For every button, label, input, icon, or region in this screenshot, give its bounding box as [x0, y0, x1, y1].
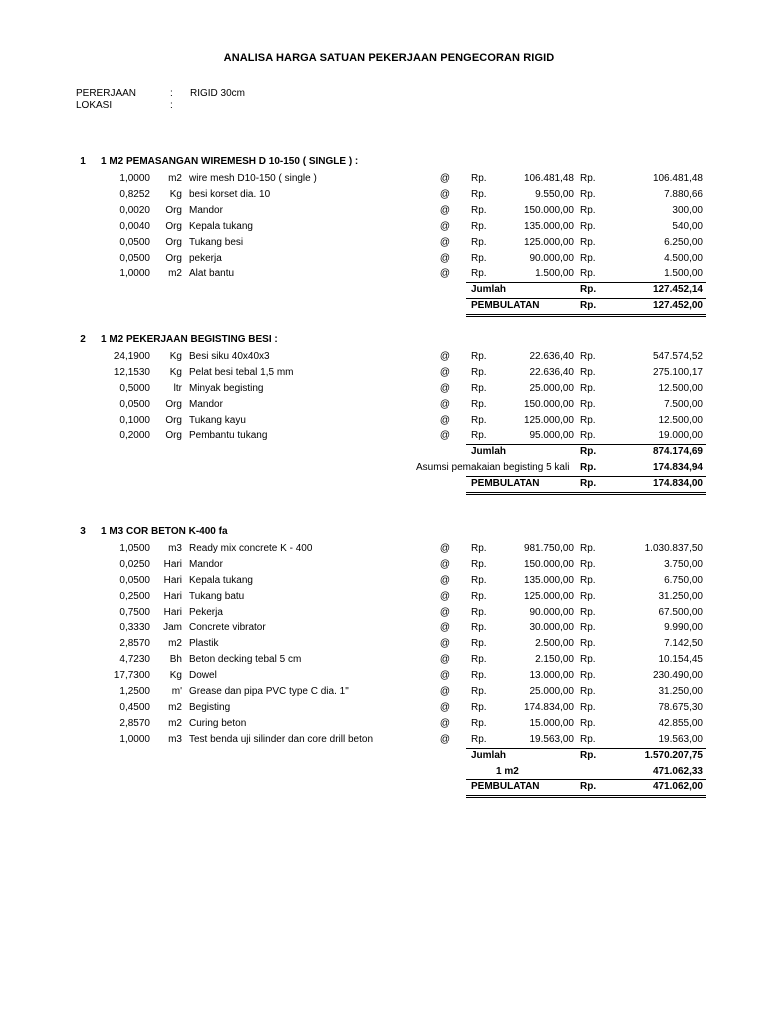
item-description: Beton decking tebal 5 cm — [189, 654, 302, 665]
item-description: Alat bantu — [189, 268, 235, 279]
item-at-sign: @ — [439, 173, 451, 184]
item-total: 12.500,00 — [658, 415, 703, 426]
item-total: 10.154,45 — [658, 654, 703, 665]
item-description: Grease dan pipa PVC type C dia. 1" — [189, 686, 349, 697]
item-at-sign: @ — [439, 654, 451, 665]
item-description: Curing beton — [189, 718, 247, 729]
item-rp-label: Rp. — [580, 383, 596, 394]
item-rp-label: Rp. — [580, 702, 596, 713]
item-rp-label: Rp. — [471, 367, 487, 378]
item-description: pekerja — [189, 253, 222, 264]
item-rp-label: Rp. — [580, 622, 596, 633]
pekerjaan-label: PERERJAAN — [76, 88, 137, 99]
item-coefficient: 0,4500 — [119, 702, 150, 713]
item-coefficient: 1,0000 — [119, 173, 150, 184]
item-rp-label: Rp. — [471, 591, 487, 602]
item-total: 67.500,00 — [658, 607, 703, 618]
item-unit: Org — [165, 253, 182, 264]
item-description: Plastik — [189, 638, 219, 649]
item-description: Pekerja — [189, 607, 223, 618]
item-coefficient: 0,0250 — [119, 559, 150, 570]
item-total: 6.250,00 — [664, 237, 703, 248]
item-total: 78.675,30 — [658, 702, 703, 713]
item-rp-label: Rp. — [471, 415, 487, 426]
item-total: 7.500,00 — [664, 399, 703, 410]
item-unit: Org — [165, 415, 182, 426]
item-coefficient: 1,0000 — [119, 268, 150, 279]
item-rp-label: Rp. — [580, 543, 596, 554]
item-coefficient: 0,3330 — [119, 622, 150, 633]
item-total: 106.481,48 — [652, 173, 703, 184]
item-rp-label: Rp. — [471, 399, 487, 410]
item-coefficient: 0,0500 — [119, 399, 150, 410]
summary-value: 174.834,94 — [652, 462, 703, 473]
item-unit: m2 — [168, 638, 182, 649]
item-rp-label: Rp. — [580, 205, 596, 216]
summary-divider — [466, 476, 706, 477]
item-unit: Jam — [163, 622, 182, 633]
item-unit-price: 90.000,00 — [529, 253, 574, 264]
item-total: 42.855,00 — [658, 718, 703, 729]
item-rp-label: Rp. — [580, 591, 596, 602]
item-total: 3.750,00 — [664, 559, 703, 570]
item-at-sign: @ — [439, 638, 451, 649]
item-unit-price: 125.000,00 — [523, 237, 574, 248]
item-rp-label: Rp. — [471, 686, 487, 697]
item-unit: ltr — [173, 383, 182, 394]
item-at-sign: @ — [439, 367, 451, 378]
item-unit-price: 150.000,00 — [523, 205, 574, 216]
summary-rp-label: Rp. — [580, 446, 597, 457]
section-number: 3 — [80, 526, 86, 537]
summary-label: 1 m2 — [496, 766, 519, 777]
summary-divider — [466, 298, 706, 299]
item-coefficient: 0,2000 — [119, 430, 150, 441]
item-description: Tukang besi — [189, 237, 244, 248]
item-unit-price: 13.000,00 — [529, 670, 574, 681]
item-unit-price: 2.500,00 — [535, 638, 574, 649]
pekerjaan-colon: : — [170, 88, 173, 99]
summary-rp-label: Rp. — [580, 478, 597, 489]
item-unit-price: 9.550,00 — [535, 189, 574, 200]
item-coefficient: 0,7500 — [119, 607, 150, 618]
item-coefficient: 0,0040 — [119, 221, 150, 232]
item-unit: Org — [165, 221, 182, 232]
item-unit-price: 90.000,00 — [529, 607, 574, 618]
item-unit-price: 135.000,00 — [523, 575, 574, 586]
summary-rp-label: Rp. — [580, 462, 597, 473]
summary-label: Jumlah — [471, 284, 507, 295]
item-rp-label: Rp. — [471, 654, 487, 665]
item-unit: Kg — [169, 367, 182, 378]
section-heading: 1 M2 PEMASANGAN WIREMESH D 10-150 ( SINGLE ) : — [101, 156, 359, 167]
item-rp-label: Rp. — [471, 607, 487, 618]
item-rp-label: Rp. — [580, 351, 596, 362]
item-rp-label: Rp. — [471, 575, 487, 586]
item-unit-price: 1.500,00 — [535, 268, 574, 279]
item-unit-price: 135.000,00 — [523, 221, 574, 232]
item-at-sign: @ — [439, 622, 451, 633]
summary-label: Asumsi pemakaian begisting 5 kali — [416, 462, 570, 473]
summary-rp-label: Rp. — [580, 284, 597, 295]
item-total: 6.750,00 — [664, 575, 703, 586]
item-total: 7.880,66 — [664, 189, 703, 200]
item-unit: Hari — [163, 575, 182, 586]
item-coefficient: 24,1900 — [113, 351, 150, 362]
summary-label: Jumlah — [471, 446, 507, 457]
item-total: 1.030.837,50 — [644, 543, 703, 554]
item-description: Pelat besi tebal 1,5 mm — [189, 367, 294, 378]
item-total: 547.574,52 — [652, 351, 703, 362]
item-at-sign: @ — [439, 383, 451, 394]
item-rp-label: Rp. — [471, 430, 487, 441]
pekerjaan-value: RIGID 30cm — [190, 88, 246, 99]
item-description: Begisting — [189, 702, 231, 713]
item-at-sign: @ — [439, 399, 451, 410]
item-at-sign: @ — [439, 575, 451, 586]
item-total: 275.100,17 — [652, 367, 703, 378]
item-unit-price: 25.000,00 — [529, 383, 574, 394]
section-divider — [466, 748, 706, 749]
item-description: wire mesh D10-150 ( single ) — [189, 173, 317, 184]
item-rp-label: Rp. — [471, 383, 487, 394]
double-underline-top — [466, 492, 706, 493]
item-unit: Kg — [169, 670, 182, 681]
double-underline-bottom — [466, 797, 706, 798]
item-unit: Org — [165, 430, 182, 441]
item-unit: Kg — [169, 189, 182, 200]
item-rp-label: Rp. — [471, 638, 487, 649]
item-total: 300,00 — [672, 205, 703, 216]
summary-value: 471.062,33 — [652, 766, 703, 777]
item-coefficient: 0,8252 — [119, 189, 150, 200]
item-description: Mandor — [189, 559, 223, 570]
item-at-sign: @ — [439, 670, 451, 681]
item-rp-label: Rp. — [471, 173, 487, 184]
item-rp-label: Rp. — [580, 718, 596, 729]
item-unit-price: 125.000,00 — [523, 415, 574, 426]
item-at-sign: @ — [439, 686, 451, 697]
item-total: 230.490,00 — [652, 670, 703, 681]
item-at-sign: @ — [439, 559, 451, 570]
item-coefficient: 4,7230 — [119, 654, 150, 665]
item-total: 9.990,00 — [664, 622, 703, 633]
section-divider — [466, 444, 706, 445]
item-rp-label: Rp. — [580, 575, 596, 586]
item-rp-label: Rp. — [471, 734, 487, 745]
item-at-sign: @ — [439, 734, 451, 745]
item-rp-label: Rp. — [580, 367, 596, 378]
item-at-sign: @ — [439, 351, 451, 362]
double-underline-bottom — [466, 316, 706, 317]
item-rp-label: Rp. — [471, 670, 487, 681]
item-description: Mandor — [189, 205, 223, 216]
item-unit-price: 174.834,00 — [523, 702, 574, 713]
item-total: 19.000,00 — [658, 430, 703, 441]
item-description: Kepala tukang — [189, 221, 253, 232]
item-unit-price: 25.000,00 — [529, 686, 574, 697]
summary-label: PEMBULATAN — [471, 781, 540, 792]
item-unit-price: 30.000,00 — [529, 622, 574, 633]
item-at-sign: @ — [439, 237, 451, 248]
item-at-sign: @ — [439, 543, 451, 554]
item-coefficient: 0,2500 — [119, 591, 150, 602]
item-coefficient: 1,2500 — [119, 686, 150, 697]
item-rp-label: Rp. — [471, 189, 487, 200]
item-unit-price: 150.000,00 — [523, 559, 574, 570]
item-rp-label: Rp. — [580, 253, 596, 264]
item-unit: m2 — [168, 702, 182, 713]
item-rp-label: Rp. — [580, 415, 596, 426]
item-at-sign: @ — [439, 205, 451, 216]
item-unit: Org — [165, 237, 182, 248]
item-at-sign: @ — [439, 415, 451, 426]
item-rp-label: Rp. — [580, 221, 596, 232]
item-at-sign: @ — [439, 189, 451, 200]
item-description: Besi siku 40x40x3 — [189, 351, 270, 362]
item-unit: Kg — [169, 351, 182, 362]
item-total: 31.250,00 — [658, 591, 703, 602]
section-number: 1 — [80, 156, 86, 167]
item-rp-label: Rp. — [471, 351, 487, 362]
double-underline-top — [466, 314, 706, 315]
summary-divider — [466, 779, 706, 780]
item-total: 1.500,00 — [664, 268, 703, 279]
item-coefficient: 0,0500 — [119, 237, 150, 248]
item-unit-price: 95.000,00 — [529, 430, 574, 441]
item-unit: Hari — [163, 559, 182, 570]
item-description: Tukang kayu — [189, 415, 246, 426]
summary-label: PEMBULATAN — [471, 300, 540, 311]
page-title: ANALISA HARGA SATUAN PEKERJAAN PENGECORAN RIGID — [223, 52, 555, 64]
section-heading: 1 M2 PEKERJAAN BEGISTING BESI : — [101, 334, 278, 345]
item-description: Tukang batu — [189, 591, 245, 602]
item-rp-label: Rp. — [471, 221, 487, 232]
item-description: Minyak begisting — [189, 383, 264, 394]
item-coefficient: 0,0500 — [119, 575, 150, 586]
item-unit-price: 150.000,00 — [523, 399, 574, 410]
item-at-sign: @ — [439, 607, 451, 618]
item-at-sign: @ — [439, 430, 451, 441]
item-rp-label: Rp. — [580, 189, 596, 200]
item-coefficient: 1,0500 — [119, 543, 150, 554]
double-underline-bottom — [466, 494, 706, 495]
item-rp-label: Rp. — [580, 559, 596, 570]
summary-value: 1.570.207,75 — [644, 750, 703, 761]
item-rp-label: Rp. — [471, 268, 487, 279]
item-unit-price: 125.000,00 — [523, 591, 574, 602]
item-rp-label: Rp. — [580, 430, 596, 441]
item-rp-label: Rp. — [471, 718, 487, 729]
item-rp-label: Rp. — [580, 399, 596, 410]
item-at-sign: @ — [439, 718, 451, 729]
item-unit-price: 22.636,40 — [529, 367, 574, 378]
item-rp-label: Rp. — [580, 686, 596, 697]
summary-value: 174.834,00 — [652, 478, 703, 489]
item-at-sign: @ — [439, 253, 451, 264]
summary-label: PEMBULATAN — [471, 478, 540, 489]
item-description: besi korset dia. 10 — [189, 189, 271, 200]
item-rp-label: Rp. — [471, 543, 487, 554]
section-divider — [466, 282, 706, 283]
item-rp-label: Rp. — [580, 670, 596, 681]
item-coefficient: 0,0500 — [119, 253, 150, 264]
item-description: Ready mix concrete K - 400 — [189, 543, 313, 554]
summary-value: 127.452,14 — [652, 284, 703, 295]
item-unit-price: 22.636,40 — [529, 351, 574, 362]
lokasi-colon: : — [170, 100, 173, 111]
item-unit: Hari — [163, 607, 182, 618]
item-coefficient: 0,1000 — [119, 415, 150, 426]
item-coefficient: 0,5000 — [119, 383, 150, 394]
item-rp-label: Rp. — [580, 237, 596, 248]
item-unit: m3 — [168, 734, 182, 745]
summary-value: 874.174,69 — [652, 446, 703, 457]
summary-rp-label: Rp. — [580, 781, 597, 792]
item-rp-label: Rp. — [580, 638, 596, 649]
lokasi-label: LOKASI — [76, 100, 113, 111]
item-total: 19.563,00 — [658, 734, 703, 745]
section-number: 2 — [80, 334, 86, 345]
item-description: Pembantu tukang — [189, 430, 268, 441]
item-coefficient: 0,0020 — [119, 205, 150, 216]
section-heading: 1 M3 COR BETON K-400 fa — [101, 526, 228, 537]
item-unit: m2 — [168, 718, 182, 729]
item-rp-label: Rp. — [580, 654, 596, 665]
item-rp-label: Rp. — [471, 237, 487, 248]
item-coefficient: 17,7300 — [113, 670, 150, 681]
item-description: Mandor — [189, 399, 223, 410]
item-unit-price: 106.481,48 — [523, 173, 574, 184]
item-coefficient: 2,8570 — [119, 638, 150, 649]
double-underline-top — [466, 795, 706, 796]
item-description: Kepala tukang — [189, 575, 253, 586]
item-description: Test benda uji silinder dan core drill beton — [189, 734, 373, 745]
item-unit: m' — [171, 686, 182, 697]
item-rp-label: Rp. — [580, 173, 596, 184]
item-total: 7.142,50 — [664, 638, 703, 649]
item-unit: m2 — [168, 173, 182, 184]
item-rp-label: Rp. — [471, 253, 487, 264]
summary-value: 471.062,00 — [652, 781, 703, 792]
item-coefficient: 12,1530 — [113, 367, 150, 378]
item-coefficient: 2,8570 — [119, 718, 150, 729]
item-unit-price: 981.750,00 — [523, 543, 574, 554]
item-unit: Org — [165, 205, 182, 216]
item-unit-price: 15.000,00 — [529, 718, 574, 729]
summary-rp-label: Rp. — [580, 750, 597, 761]
item-unit-price: 19.563,00 — [529, 734, 574, 745]
item-at-sign: @ — [439, 221, 451, 232]
item-at-sign: @ — [439, 591, 451, 602]
item-description: Concrete vibrator — [189, 622, 266, 633]
item-total: 540,00 — [672, 221, 703, 232]
item-unit: Org — [165, 399, 182, 410]
item-rp-label: Rp. — [580, 268, 596, 279]
summary-label: Jumlah — [471, 750, 507, 761]
item-total: 4.500,00 — [664, 253, 703, 264]
item-at-sign: @ — [439, 268, 451, 279]
item-total: 31.250,00 — [658, 686, 703, 697]
item-coefficient: 1,0000 — [119, 734, 150, 745]
item-unit: Bh — [169, 654, 182, 665]
item-unit: Hari — [163, 591, 182, 602]
item-rp-label: Rp. — [471, 702, 487, 713]
summary-rp-label: Rp. — [580, 300, 597, 311]
summary-value: 127.452,00 — [652, 300, 703, 311]
item-rp-label: Rp. — [580, 734, 596, 745]
item-unit-price: 2.150,00 — [535, 654, 574, 665]
item-total: 12.500,00 — [658, 383, 703, 394]
item-rp-label: Rp. — [471, 559, 487, 570]
item-unit: m2 — [168, 268, 182, 279]
item-at-sign: @ — [439, 702, 451, 713]
item-rp-label: Rp. — [471, 622, 487, 633]
item-unit: m3 — [168, 543, 182, 554]
item-description: Dowel — [189, 670, 217, 681]
item-rp-label: Rp. — [580, 607, 596, 618]
item-rp-label: Rp. — [471, 205, 487, 216]
